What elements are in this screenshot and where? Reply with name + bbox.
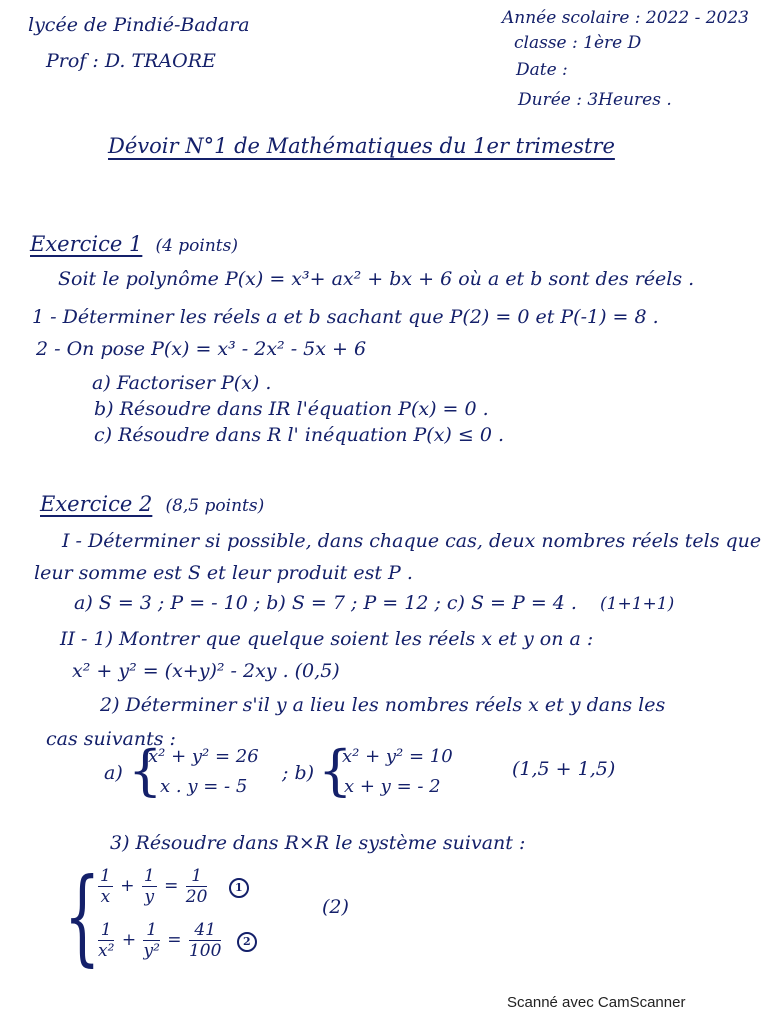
system-a-brace: { bbox=[128, 739, 163, 802]
exercise-2-part-1-cases: a) S = 3 ; P = - 10 ; b) S = 7 ; P = 12 ; c) S = P = 4 . bbox=[74, 592, 577, 614]
frac-41-over-100: $\frac{41}{100}$ bbox=[188, 920, 222, 961]
frac-1-over-y-squared: $\frac{1}{\text{y²}}$ bbox=[143, 920, 160, 961]
exercise-2-part-2-line-3: 2) Déterminer s'il y a lieu les nombres réels x et y dans les bbox=[100, 694, 666, 716]
system-b-eq-1: x² + y² = 10 bbox=[342, 746, 453, 767]
class-level: classe : 1ère D bbox=[514, 33, 642, 53]
system-a-label: a) bbox=[104, 762, 123, 784]
exercise-1-question-2c: c) Résoudre dans R l' inéquation P(x) ≤ 0 . bbox=[94, 424, 505, 446]
frac-1-over-20: $\frac{1}{20}$ bbox=[185, 866, 208, 907]
exercise-1-question-1: 1 - Déterminer les réels a et b sachant que P(2) = 0 et P(-1) = 8 . bbox=[32, 306, 659, 328]
frac-1-over-x: $\frac{1}{x}$ bbox=[100, 866, 111, 907]
exercise-1-header bbox=[30, 232, 238, 256]
exercise-2-part-1-points: (1+1+1) bbox=[600, 594, 675, 614]
exercise-2-part-2-line-4: cas suivants : bbox=[46, 728, 176, 750]
frac-1-over-x-squared: $\frac{1}{\text{x²}}$ bbox=[98, 920, 115, 961]
system-a-eq-2: x . y = - 5 bbox=[160, 776, 248, 797]
exercise-2-heading: Exercice 2 bbox=[40, 492, 153, 516]
frac-1-over-y: $\frac{1}{y}$ bbox=[143, 866, 155, 907]
question-3-points: (2) bbox=[322, 896, 349, 918]
exercise-2-part-2-identity: x² + y² = (x+y)² - 2xy . (0,5) bbox=[72, 660, 340, 682]
exercise-1-heading: Exercice 1 bbox=[30, 232, 143, 256]
system-3-brace: { bbox=[64, 855, 101, 977]
exercise-2-points: (8,5 points) bbox=[165, 496, 265, 516]
page-title: Dévoir N°1 de Mathématiques du 1er trimestre bbox=[108, 134, 615, 158]
teacher-name: Prof : D. TRAORE bbox=[46, 50, 216, 72]
exercise-1-question-2b: b) Résoudre dans IR l'équation P(x) = 0 . bbox=[94, 398, 489, 420]
system-a-eq-1: x² + y² = 26 bbox=[148, 746, 259, 767]
exercise-2-part-1-line-1: I - Déterminer si possible, dans chaque cas, deux nombres réels tels que bbox=[62, 530, 762, 552]
system-b-eq-2: x + y = - 2 bbox=[344, 776, 441, 797]
system-3-eq-2: $\frac{1}{\text{x²}}$ + $\frac{1}{\text{y²}}$ = $\frac{41}{100}$ 2 bbox=[96, 920, 257, 961]
equation-1-marker: 1 bbox=[229, 878, 249, 898]
exercise-2-question-3: 3) Résoudre dans R×R le système suivant : bbox=[110, 832, 526, 854]
exercise-1-points: (4 points) bbox=[155, 236, 238, 256]
scanner-footer: Scanné avec CamScanner bbox=[507, 994, 686, 1011]
equation-2-marker: 2 bbox=[237, 932, 257, 952]
duration: Durée : 3Heures . bbox=[518, 90, 672, 110]
exercise-2-header bbox=[40, 492, 264, 516]
date-field: Date : bbox=[516, 60, 568, 80]
exercise-2-part-1-line-2: leur somme est S et leur produit est P . bbox=[34, 562, 413, 584]
exercise-1-question-2: 2 - On pose P(x) = x³ - 2x² - 5x + 6 bbox=[36, 338, 367, 360]
system-b-label: ; b) bbox=[282, 762, 315, 784]
school-name: lycée de Pindié-Badara bbox=[28, 14, 250, 36]
system-3-eq-1: $\frac{1}{x}$ + $\frac{1}{y}$ = $\frac{1}{20}$ 1 bbox=[96, 866, 249, 907]
exercise-1-intro: Soit le polynôme P(x) = x³+ ax² + bx + 6 où a et b sont des réels . bbox=[58, 268, 695, 290]
systems-points: (1,5 + 1,5) bbox=[512, 758, 616, 780]
exercise-2-part-2-line-1: II - 1) Montrer que quelque soient les réels x et y on a : bbox=[60, 628, 594, 650]
exercise-1-question-2a: a) Factoriser P(x) . bbox=[92, 372, 272, 394]
system-b-brace: { bbox=[318, 739, 353, 802]
school-year: Année scolaire : 2022 - 2023 bbox=[502, 8, 749, 28]
